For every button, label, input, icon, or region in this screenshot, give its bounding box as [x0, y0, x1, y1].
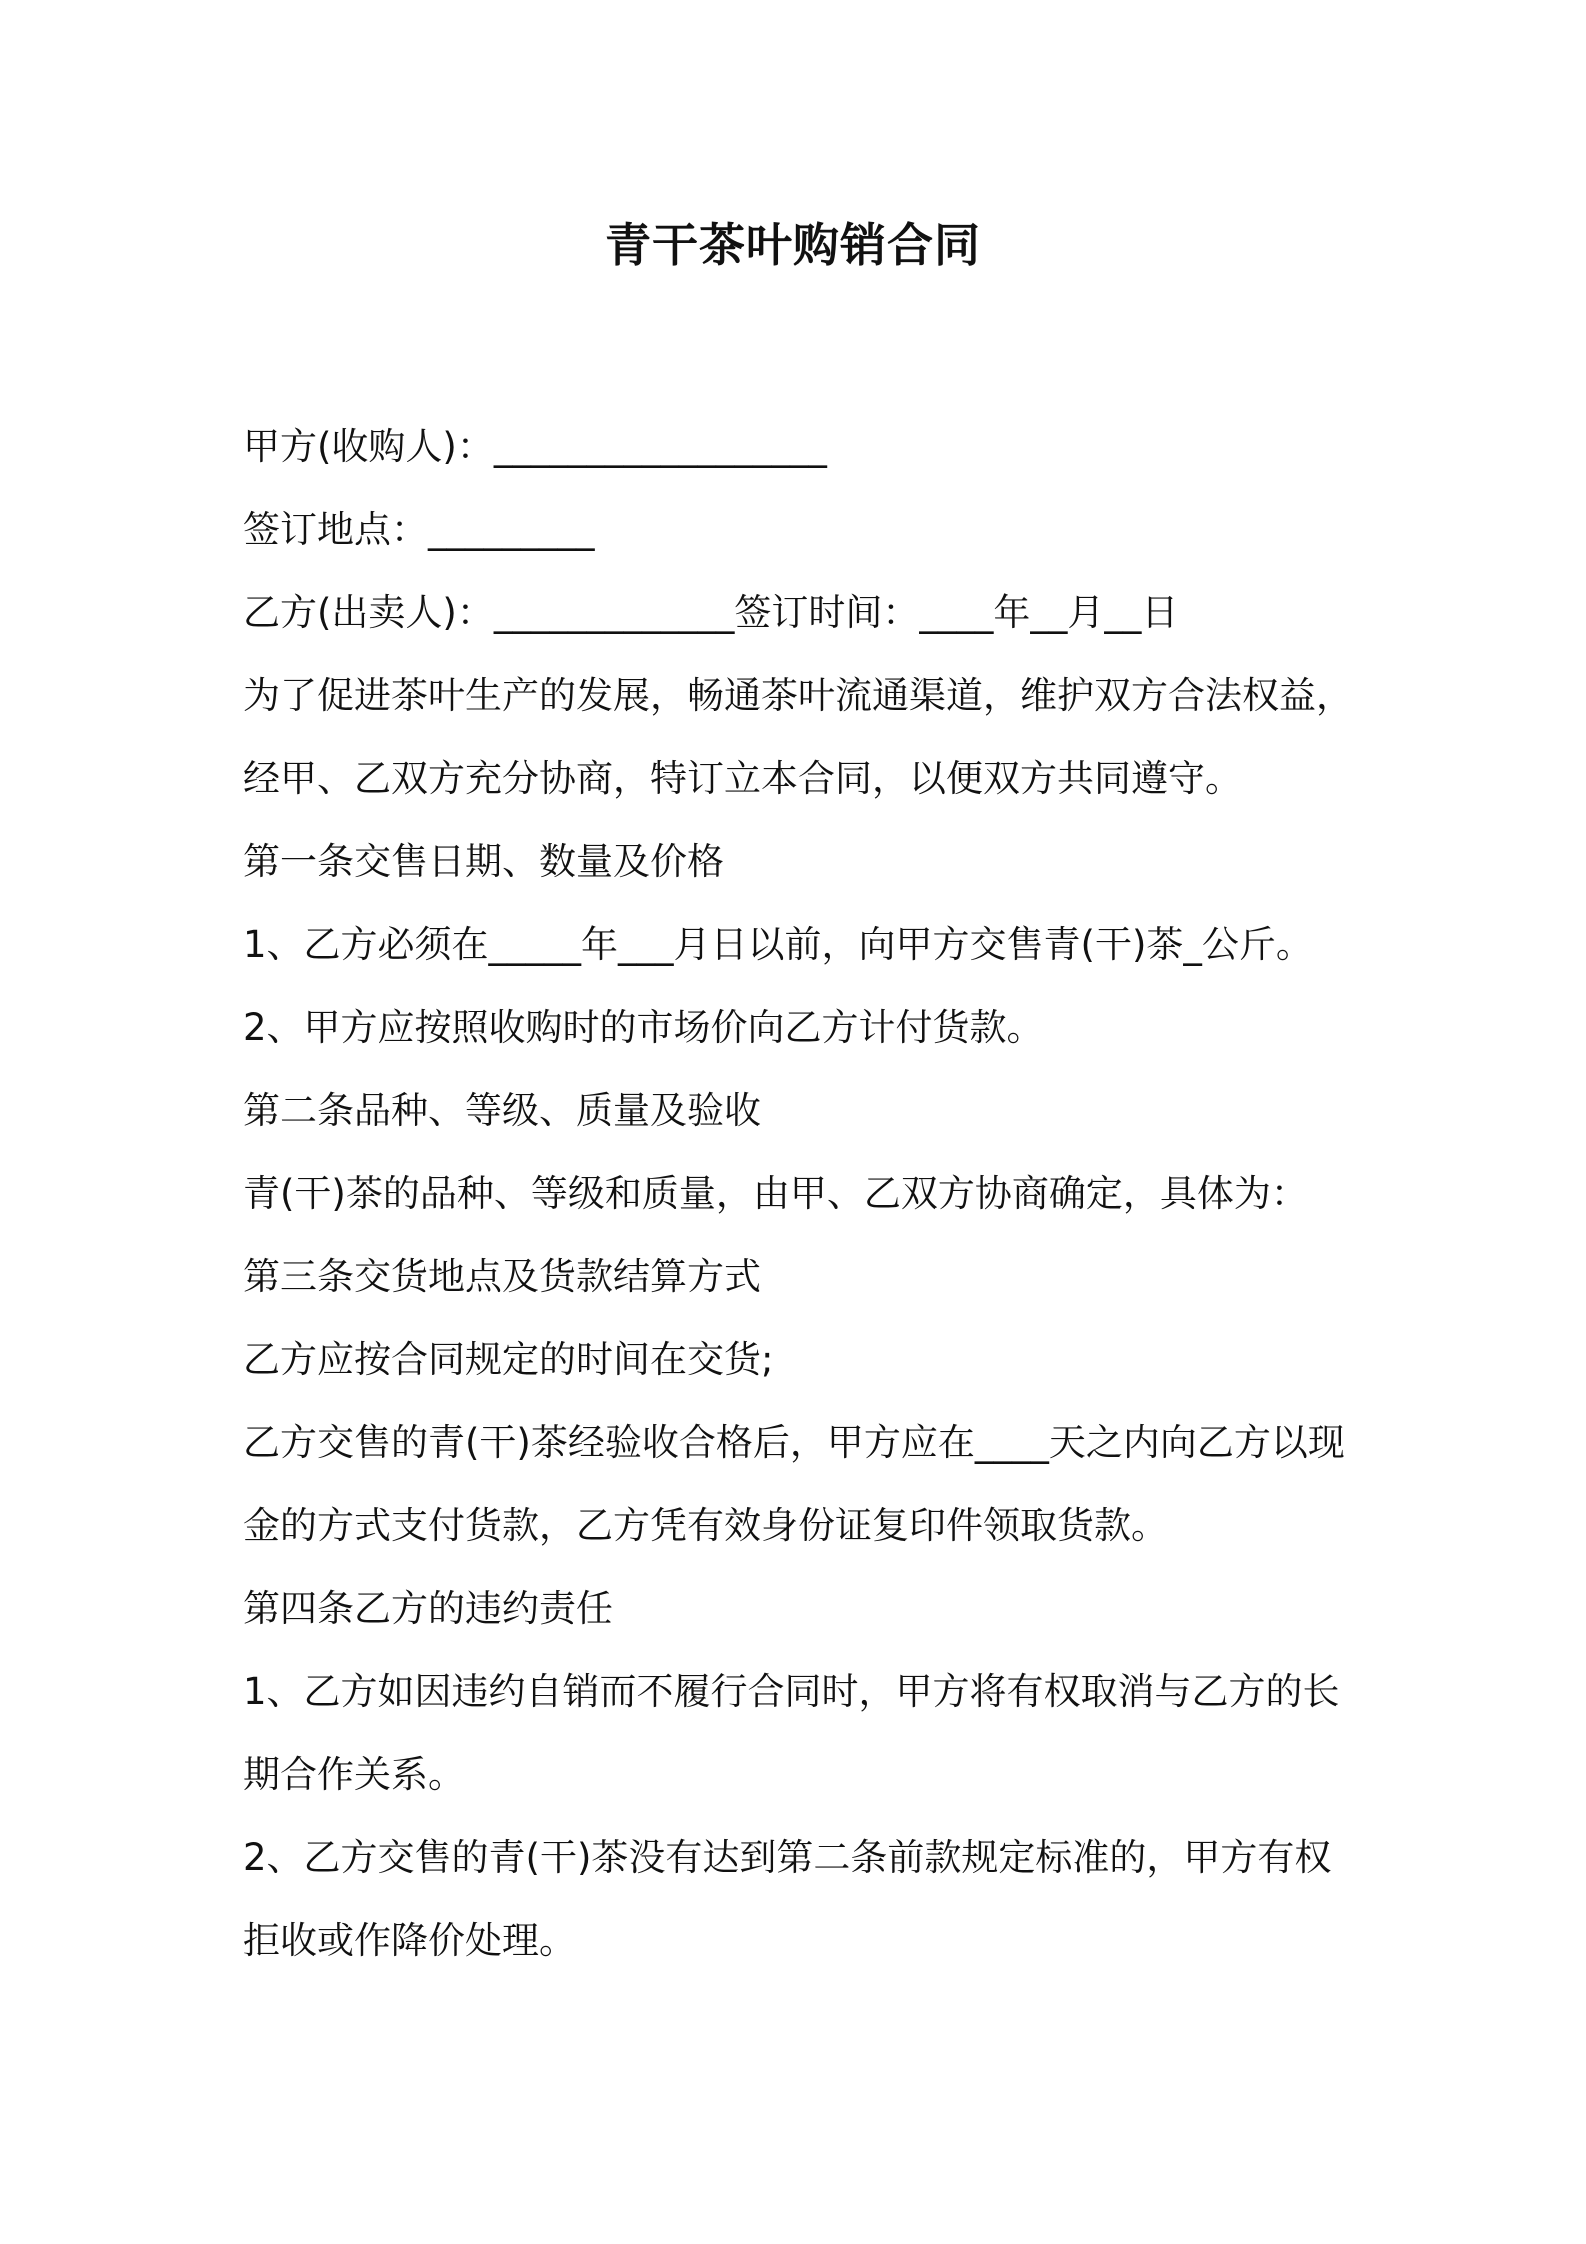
party-b-line: 乙方(出卖人)：_____________签订时间：____年__月__日 — [243, 591, 1179, 634]
document-title: 青干茶叶购销合同 — [605, 218, 981, 272]
party-a-line: 甲方(收购人)：__________________ — [243, 425, 827, 468]
signing-place-line: 签订地点：_________ — [243, 508, 595, 551]
preamble-line: 为了促进茶叶生产的发展，畅通茶叶流通渠道，维护双方合法权益， — [243, 674, 1353, 717]
clause-line: 乙方应按合同规定的时间在交货; — [243, 1338, 774, 1381]
article-heading: 第一条交售日期、数量及价格 — [243, 840, 724, 883]
document-body — [243, 405, 1383, 1982]
preamble-line: 经甲、乙双方充分协商，特订立本合同，以便双方共同遵守。 — [243, 757, 1242, 800]
article-heading: 第二条品种、等级、质量及验收 — [243, 1089, 761, 1132]
article-heading: 第三条交货地点及货款结算方式 — [243, 1255, 761, 1298]
clause-line: 期合作关系。 — [243, 1753, 465, 1796]
clause-line: 拒收或作降价处理。 — [243, 1919, 576, 1962]
clause-line: 金的方式支付货款，乙方凭有效身份证复印件领取货款。 — [243, 1504, 1168, 1547]
clause-line: 青(干)茶的品种、等级和质量，由甲、乙双方协商确定，具体为： — [243, 1172, 1308, 1215]
clause-line: 1、乙方如因违约自销而不履行合同时，甲方将有权取消与乙方的长 — [243, 1670, 1340, 1713]
article-heading: 第四条乙方的违约责任 — [243, 1587, 613, 1630]
clause-line: 乙方交售的青(干)茶经验收合格后，甲方应在____天之内向乙方以现 — [243, 1421, 1345, 1464]
clause-line: 2、乙方交售的青(干)茶没有达到第二条前款规定标准的，甲方有权 — [243, 1836, 1332, 1879]
clause-line: 1、乙方必须在_____年___月日以前，向甲方交售青(干)茶_公斤。 — [243, 923, 1313, 966]
clause-line: 2、甲方应按照收购时的市场价向乙方计付货款。 — [243, 1006, 1044, 1049]
